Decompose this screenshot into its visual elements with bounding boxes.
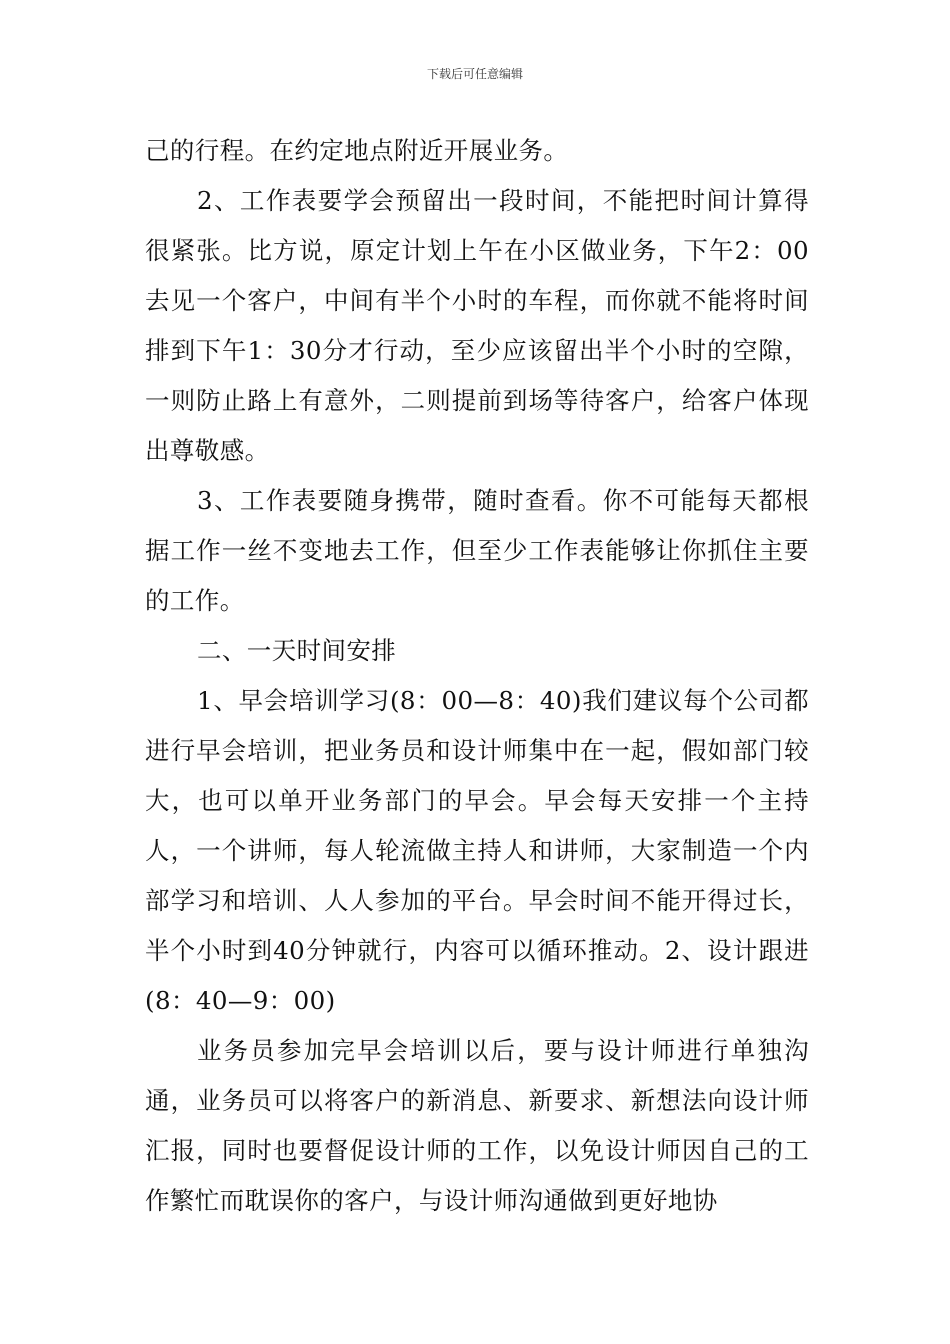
paragraph-continuation: 己的行程。在约定地点附近开展业务。 [145, 136, 569, 165]
paragraph-morning-meeting: 1、早会培训学习(8：00—8：40)我们建议每个公司都进行早会培训，把业务员和设计师集中在一起，假如部门较大，也可以单开业务部门的早会。早会每天安排一个主持人，一个讲师，每人轮流做主持人和讲师，大家制造一个内部学习和培训、人人参加的平台。早会时间不能开得过长，半个小时到40分钟就行，内容可以循环推动。2、设计跟进(8：40—9：00) [145, 686, 809, 1015]
paragraph-schedule-buffer: 2、工作表要学会预留出一段时间，不能把时间计算得很紧张。比方说，原定计划上午在小区做业务，下午2：00去见一个客户，中间有半个小时的车程，而你就不能将时间排到下午1：30分才行动，至少应该留出半个小时的空隙，一则防止路上有意外，二则提前到场等待客户，给客户体现出尊敬感。 [145, 186, 809, 465]
page-header: 下载后可任意编辑 [426, 67, 523, 81]
paragraph-carry-schedule: 3、工作表要随身携带，随时查看。你不可能每天都根据工作一丝不变地去工作，但至少工作表能够让你抓住主要的工作。 [145, 486, 809, 615]
document-body [145, 126, 809, 1226]
paragraph-designer-followup: 业务员参加完早会培训以后，要与设计师进行单独沟通，业务员可以将客户的新消息、新要求、新想法向设计师汇报，同时也要督促设计师的工作，以免设计师因自己的工作繁忙而耽误你的客户，与设计师沟通做到更好地协 [145, 1036, 809, 1215]
section-heading-daily-schedule: 二、一天时间安排 [197, 636, 397, 665]
